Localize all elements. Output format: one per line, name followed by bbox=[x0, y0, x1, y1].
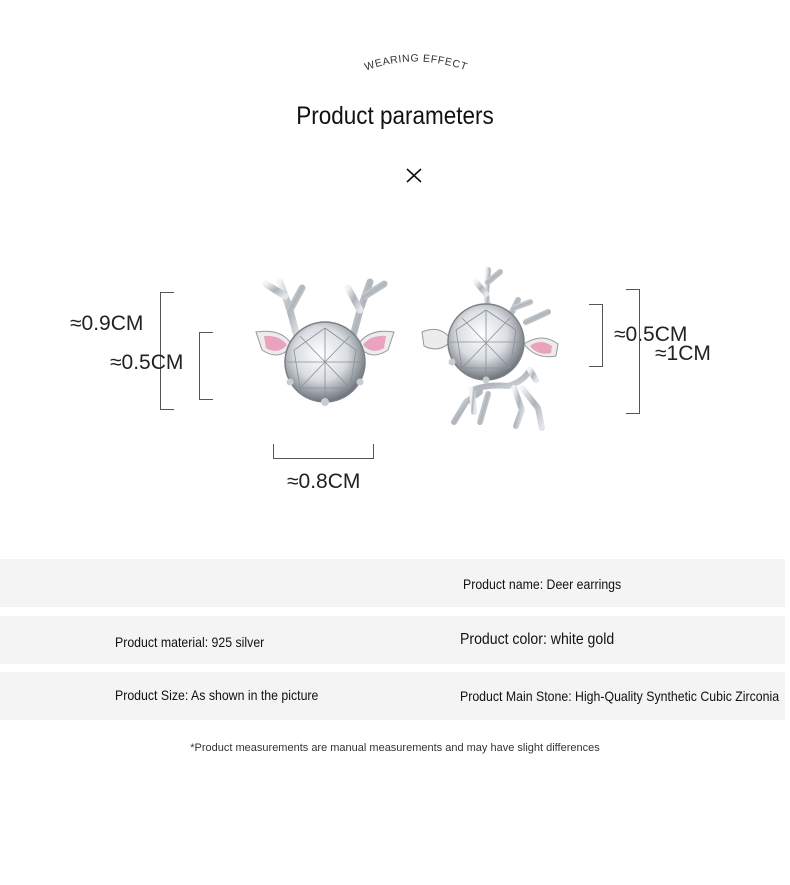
measurement-note: *Product measurements are manual measurements and may have slight differences bbox=[190, 742, 600, 754]
bracket-left-inner bbox=[199, 332, 213, 400]
bracket-right-outer bbox=[626, 289, 640, 414]
params-row-1 bbox=[0, 559, 785, 607]
product-color: Product color: white gold bbox=[460, 631, 615, 648]
dim-left-inner: ≈0.5CM bbox=[110, 351, 184, 374]
product-name: Product name: Deer earrings bbox=[463, 576, 622, 592]
bracket-right-inner bbox=[589, 304, 603, 367]
product-material: Product material: 925 silver bbox=[115, 634, 265, 650]
bracket-bottom bbox=[273, 444, 374, 459]
deer-body-earring-image bbox=[418, 262, 568, 447]
svg-text:WEARING EFFECT bbox=[363, 52, 469, 73]
dim-right-inner: ≈0.5CM bbox=[614, 323, 688, 346]
wearing-effect-text: WEARING EFFECT bbox=[363, 52, 470, 74]
dim-right-outer: ≈1CM bbox=[655, 342, 711, 365]
page-title: Product parameters bbox=[296, 102, 494, 130]
product-main-stone: Product Main Stone: High-Quality Synthetic Cubic Zirconia bbox=[460, 688, 780, 704]
dim-bottom: ≈0.8CM bbox=[287, 470, 361, 493]
product-size: Product Size: As shown in the picture bbox=[115, 687, 319, 703]
dim-left-outer: ≈0.9CM bbox=[70, 312, 144, 335]
close-icon bbox=[403, 164, 425, 186]
deer-head-earring-image bbox=[250, 270, 400, 440]
wearing-effect-caption bbox=[0, 40, 790, 90]
